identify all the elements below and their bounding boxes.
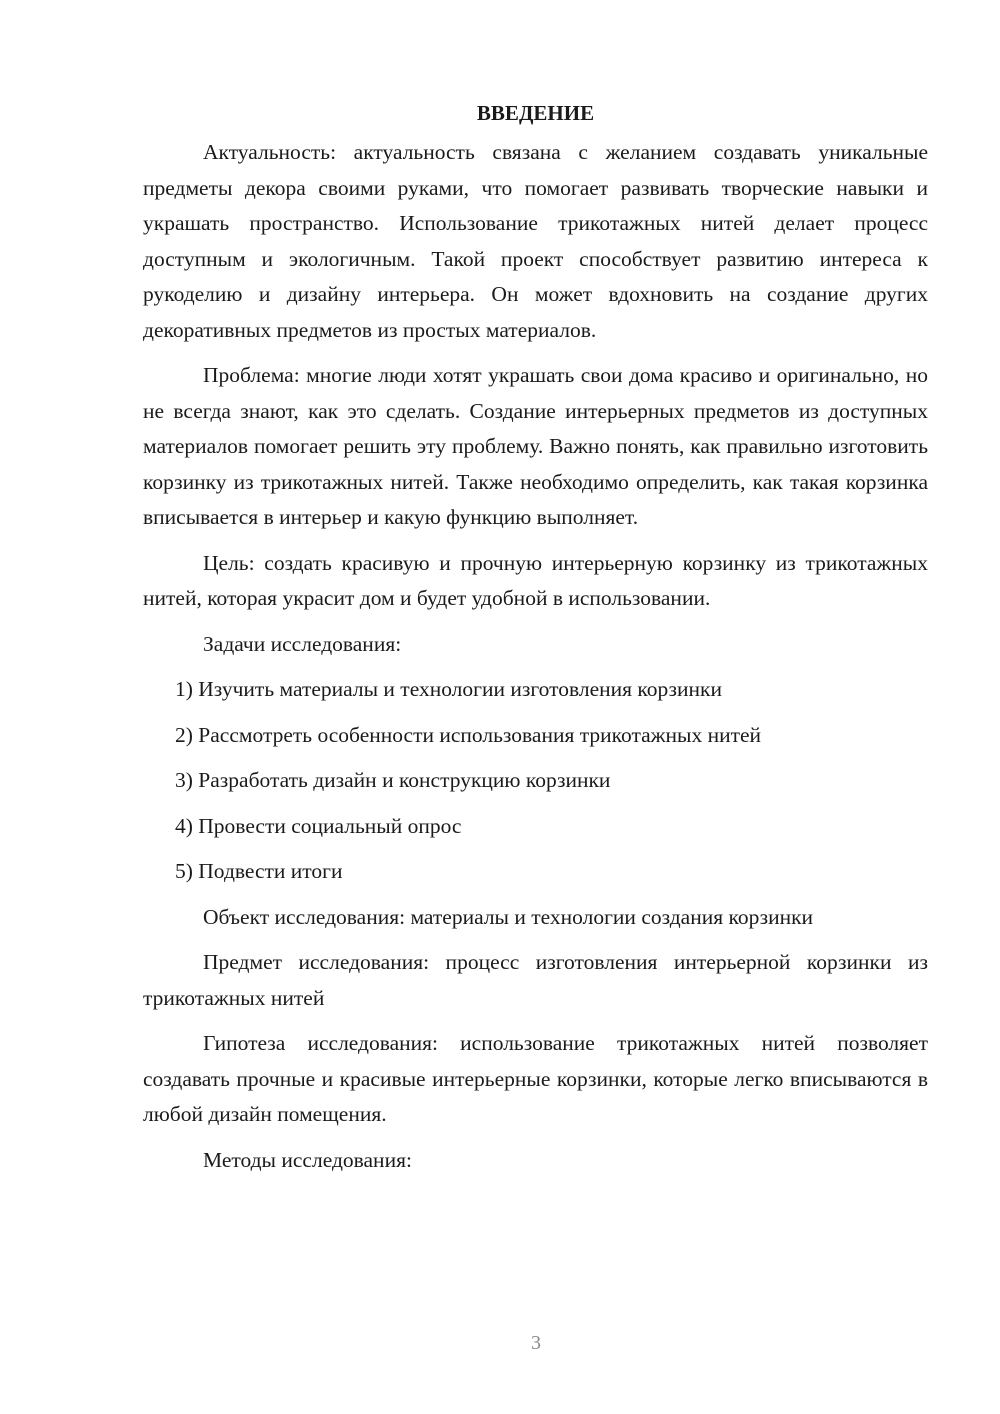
list-item: 4) Провести социальный опрос <box>175 813 462 838</box>
list-item: 1) Изучить материалы и технологии изготовления корзинки <box>175 677 722 701</box>
page-content <box>143 95 928 1188</box>
object-paragraph: Объект исследования: материалы и технологии создания корзинки <box>203 904 814 929</box>
list-item: 5) Подвести итоги <box>175 859 343 883</box>
problem-paragraph: Проблема: многие люди хотят украшать свои дома красиво и оригинально, но не всегда знают, как это сделать. Создание интерьерных предметов из доступных материалов помогает решить эту проблему. Важно понять, как правильно изготовить корзинку из трикотажных нитей. Также необходимо определить, как такая корзинка вписывается в интерьер и какую функцию выполняет. <box>143 363 928 529</box>
list-item: 2) Рассмотреть особенности использования трикотажных нитей <box>175 722 762 747</box>
section-heading: ВВЕДЕНИЕ <box>476 101 595 125</box>
page-number: 3 <box>531 1332 541 1354</box>
goal-paragraph: Цель: создать красивую и прочную интерьерную корзинку из трикотажных нитей, которая украсит дом и будет удобной в использовании. <box>143 550 928 610</box>
tasks-list <box>143 672 928 890</box>
subject-paragraph: Предмет исследования: процесс изготовления интерьерной корзинки из трикотажных нитей <box>143 950 928 1010</box>
relevance-paragraph: Актуальность: актуальность связана с желанием создавать уникальные предметы декора своими руками, что помогает развивать творческие навыки и украшать пространство. Использование трикотажных нитей делает процесс доступным и экологичным. Такой проект способствует развитию интереса к рукоделию и дизайну интерьера. Он может вдохновить на создание других декоративных предметов из простых материалов. <box>143 140 928 342</box>
methods-title: Методы исследования: <box>203 1147 412 1172</box>
list-item: 3) Разработать дизайн и конструкцию корзинки <box>175 768 611 792</box>
tasks-title: Задачи исследования: <box>203 631 402 656</box>
hypothesis-paragraph: Гипотеза исследования: использование трикотажных нитей позволяет создавать прочные и красивые интерьерные корзинки, которые легко вписываются в любой дизайн помещения. <box>143 1031 928 1126</box>
